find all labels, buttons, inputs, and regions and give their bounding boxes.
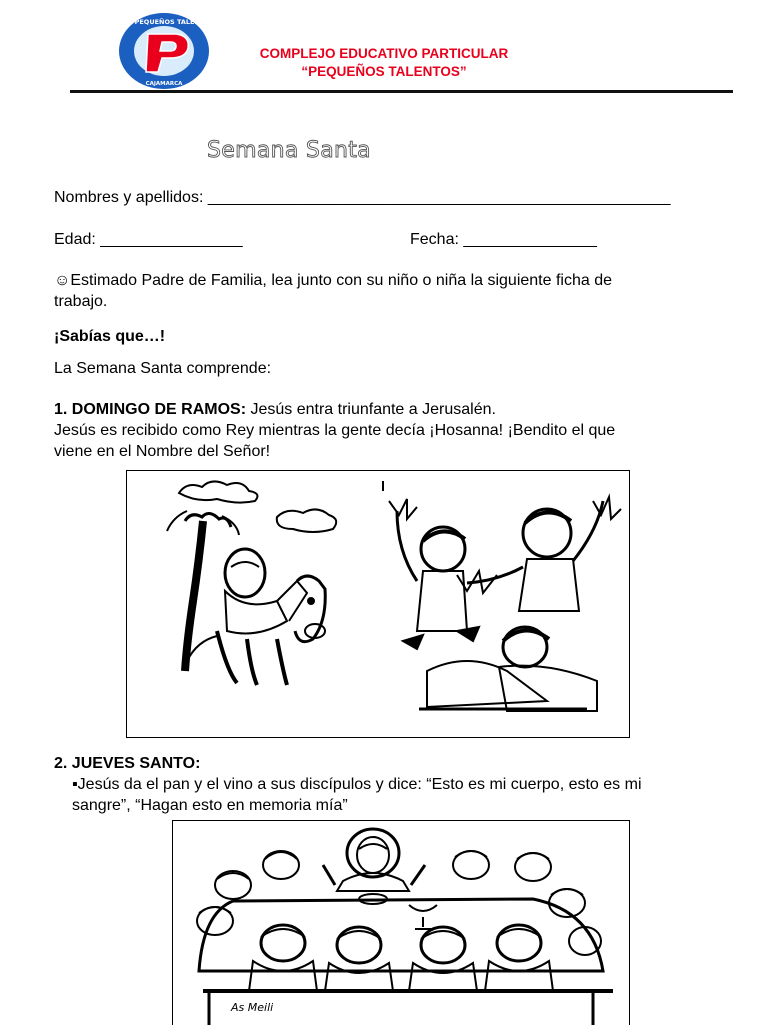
header-rule xyxy=(70,90,733,93)
age-field: Edad: ________________ xyxy=(54,231,243,248)
logo-ring-text: C.E.P PEQUEÑOS TALENTOS xyxy=(118,18,210,26)
school-logo xyxy=(118,12,210,90)
comprende-text: La Semana Santa comprende: xyxy=(54,360,272,377)
section1-line2: Jesús es recibido como Rey mientras la gente decía ¡Hosanna! ¡Bendito el que xyxy=(54,422,616,439)
section2-heading: JUEVES SANTO: xyxy=(71,755,201,772)
date-field: Fecha: _______________ xyxy=(410,231,597,248)
palm-sunday-illustration xyxy=(126,470,630,738)
sabias-heading: ¡Sabías que…! xyxy=(54,328,166,345)
section2-number: 2. xyxy=(54,755,68,772)
section1-heading: DOMINGO DE RAMOS: xyxy=(71,401,247,418)
section2-line1: Jesús da el pan y el vino a sus discípulos y dice: “Esto es mi cuerpo, esto es mi xyxy=(77,776,642,793)
intro-line2: trabajo. xyxy=(54,293,108,310)
intro-line1: ☺Estimado Padre de Familia, lea junto con su niño o niña la siguiente ficha de xyxy=(54,272,612,289)
logo-bottom-text: CAJAMARCA xyxy=(145,81,183,87)
section1-text: Jesús entra triunfante a Jerusalén. xyxy=(246,401,496,418)
name-field: Nombres y apellidos: ____________________________________________________ xyxy=(54,189,671,206)
artist-signature: As Meili xyxy=(231,1001,274,1014)
section1-number: 1. xyxy=(54,401,68,418)
school-name-line2: “PEQUEÑOS TALENTOS” xyxy=(301,64,467,79)
school-name xyxy=(250,45,518,81)
last-supper-illustration xyxy=(172,820,630,1025)
section-domingo-de-ramos xyxy=(54,399,734,462)
school-name-line1: COMPLEJO EDUCATIVO PARTICULAR xyxy=(259,46,509,61)
section2-bullet: ▪ xyxy=(72,776,78,793)
section-jueves-santo xyxy=(54,753,744,816)
section1-line3: viene en el Nombre del Señor! xyxy=(54,443,271,460)
section1-title-line xyxy=(54,399,734,420)
section2-line2: sangre”, “Hagan esto en memoria mía” xyxy=(72,797,348,814)
section2-bullet-line1 xyxy=(54,774,744,795)
page-title: Semana Santa xyxy=(207,138,371,163)
intro-paragraph xyxy=(54,270,734,312)
section2-title-line xyxy=(54,753,744,774)
